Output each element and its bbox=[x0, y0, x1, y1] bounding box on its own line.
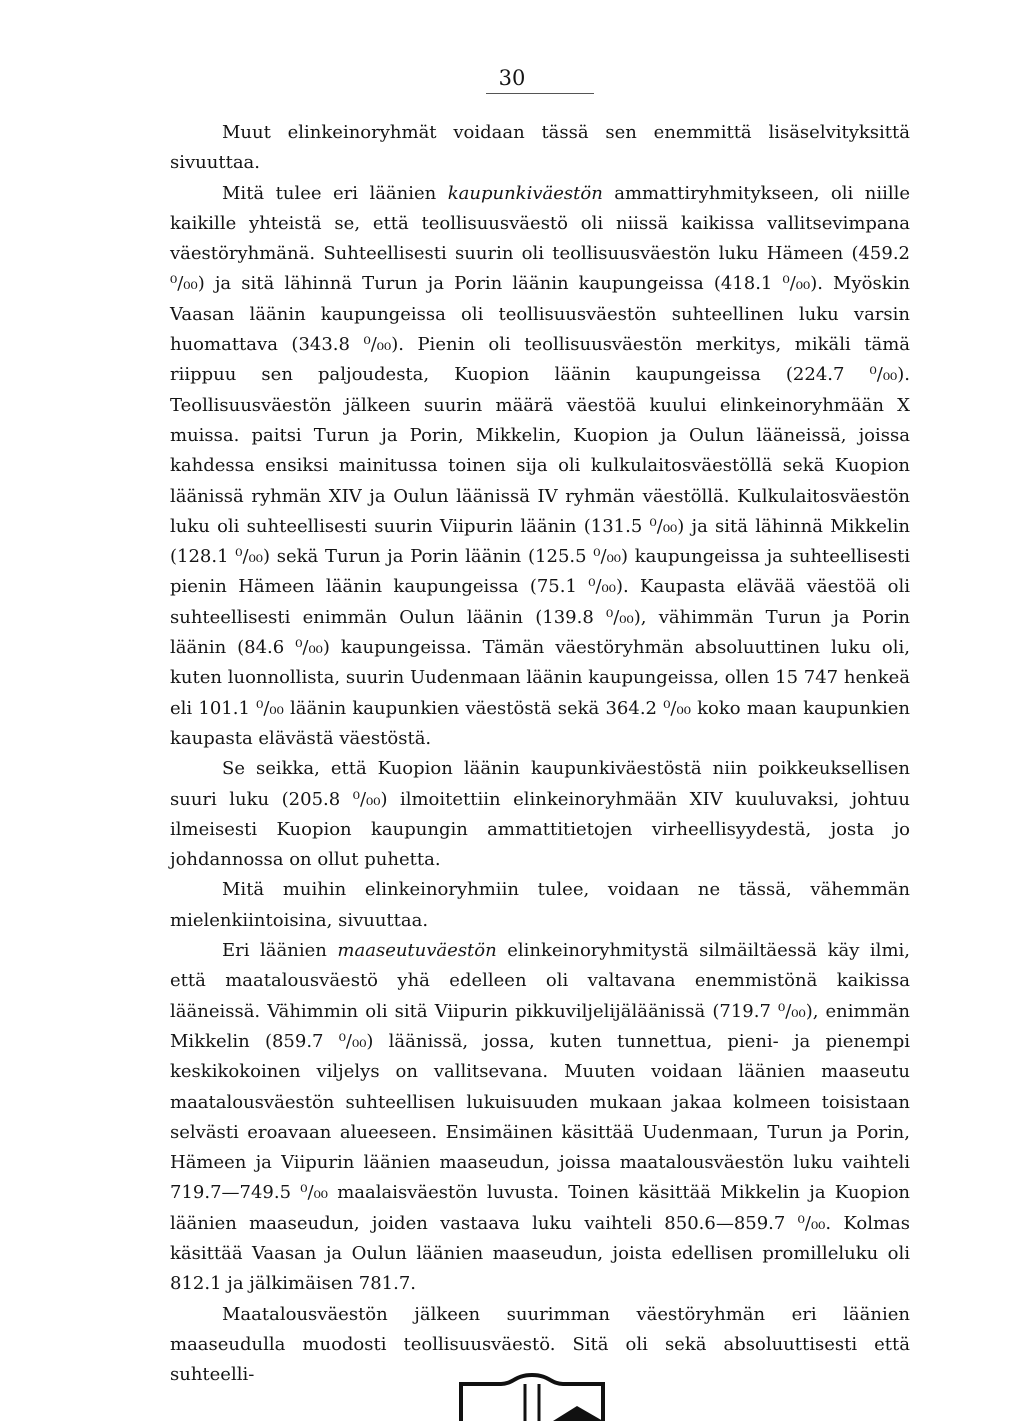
text-run: Mitä tulee eri läänien bbox=[222, 182, 448, 204]
text-run: Muut elinkeinoryhmät voidaan tässä sen enemmittä lisäselvityksittä sivuuttaa. bbox=[170, 122, 910, 174]
text-run: elinkeinoryhmitystä silmäiltäessä käy ilmi, että maatalousväestö yhä edelleen oli valtavana enemmistönä kaikissa lääneissä. Vähimmin oli sitä Viipurin pikkuviljelijäläänissä (719.7 ⁰/₀₀), enimmän Mikkelin (859.7 ⁰/₀₀) läänissä, jossa, kuten tunnettua, pieni- ja pienempi keskikokoinen viljelys on vallitsevana. Muuten voidaan läänien maaseutu maatalousväestön suhteellisen lukuisuuden mukaan jakaa kolmeen toisistaan selvästi eroavaan alueeseen. Ensimäinen käsittää Uudenmaan, Turun ja Porin, Hämeen ja Viipurin läänien maaseudun, joissa maatalousväestön luku vaihteli 719.7—749.5 ⁰/₀₀ maalaisväestön luvusta. Toinen käsittää Mikkelin ja Kuopion läänien maaseudun, joiden vastaava luku vaihteli 850.6—859.7 ⁰/₀₀. Kolmas käsittää Vaasan ja Oulun läänien maaseudun, joista edellisen promilleluku oli 812.1 ja jälkimäisen 781.7. bbox=[170, 940, 910, 1295]
text-run: Maatalousväestön jälkeen suurimman väestöryhmän eri läänien maaseudulla muodosti teollisuusväestö. Sitä oli sekä absoluuttisesti että suhteelli- bbox=[170, 1303, 910, 1386]
page-number-rule bbox=[486, 93, 594, 94]
paragraph bbox=[170, 936, 910, 1300]
text-run: Eri läänien bbox=[222, 940, 338, 962]
archive-stamp-mark bbox=[457, 1372, 607, 1421]
page-number: 30 bbox=[498, 66, 526, 90]
body-text bbox=[170, 118, 910, 1390]
paragraph bbox=[170, 875, 910, 936]
paragraph bbox=[170, 179, 910, 755]
paragraph bbox=[170, 754, 910, 875]
text-run: Se seikka, että Kuopion läänin kaupunkiväestöstä niin poikkeuksellisen suuri luku (205.8 ⁰/₀₀) ilmoitettiin elinkeinoryhmään XIV kuuluvaksi, johtuu ilmeisesti Kuopion kaupungin ammattitietojen virheellisyydestä, josta jo johdannossa on ollut puhetta. bbox=[170, 758, 910, 871]
italic-term: maaseutuväestön bbox=[337, 940, 497, 962]
paragraph bbox=[170, 118, 910, 179]
text-run: Mitä muihin elinkeinoryhmiin tulee, voidaan ne tässä, vähemmän mielenkiintoisina, sivuuttaa. bbox=[170, 879, 910, 931]
text-run: ammattiryhmitykseen, oli niille kaikille yhteistä se, että teollisuusväestö oli niissä kaikissa vallitsevimpana väestöryhmänä. Suhteellisesti suurin oli teollisuusväestön luku Hämeen (459.2 ⁰/₀₀) ja sitä lähinnä Turun ja Porin läänin kaupungeissa (418.1 ⁰/₀₀). Myöskin Vaasan läänin kaupungeissa oli teollisuusväestön suhteellinen luku varsin huomattava (343.8 ⁰/₀₀). Pienin oli teollisuusväestön merkitys, mikäli tämä riippuu sen paljoudesta, Kuopion läänin kaupungeissa (224.7 ⁰/₀₀). Teollisuusväestön jälkeen suurin määrä väestöä kuului elinkeinoryhmään X muissa. paitsi Turun ja Porin, Mikkelin, Kuopion ja Oulun lääneissä, joissa kahdessa ensiksi mainitussa toinen sija oli kulkulaitosväestöllä sekä Kuopion läänissä ryhmän XIV ja Oulun läänissä IV ryhmän väestöllä. Kulkulaitosväestön luku oli suhteellisesti suurin Viipurin läänin (131.5 ⁰/₀₀) ja sitä lähinnä Mikkelin (128.1 ⁰/₀₀) sekä Turun ja Porin läänin (125.5 ⁰/₀₀) kaupungeissa ja suhteellisesti pienin Hämeen läänin kaupungeissa (75.1 ⁰/₀₀). Kaupasta elävää väestöä oli suhteellisesti enimmän Oulun läänin (139.8 ⁰/₀₀), vähimmän Turun ja Porin läänin (84.6 ⁰/₀₀) kaupungeissa. Tämän väestöryhmän absoluuttinen luku oli, kuten luonnollista, suurin Uudenmaan läänin kaupungeissa, ollen 15 747 henkeä eli 101.1 ⁰/₀₀ läänin kaupunkien väestöstä sekä 364.2 ⁰/₀₀ koko maan kaupunkien kaupasta elävästä väestöstä. bbox=[170, 182, 910, 749]
italic-term: kaupunkiväestön bbox=[447, 182, 603, 204]
